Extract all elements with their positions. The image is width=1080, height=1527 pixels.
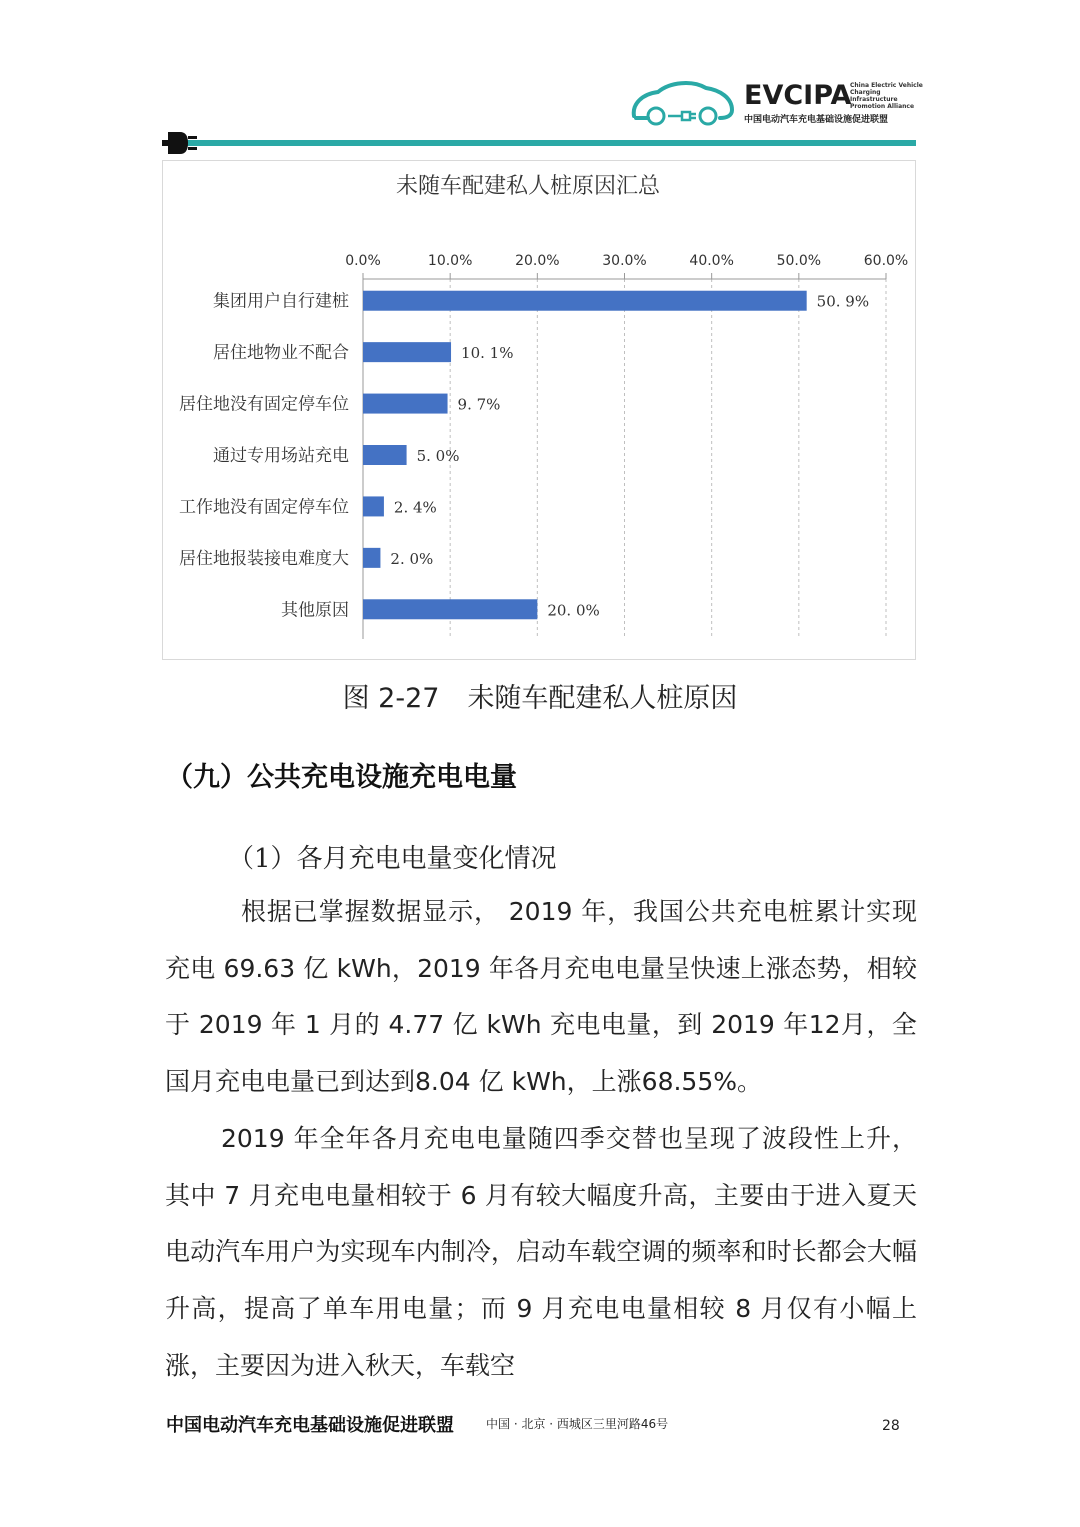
- data-label: 5. 0%: [416, 447, 460, 465]
- plug-icon: [158, 128, 198, 158]
- footer-address: 中国 · 北京 · 西城区三里河路46号: [486, 1417, 669, 1431]
- category-label: 集团用户自行建桩: [213, 291, 349, 312]
- category-label: 居住地报装接电难度大: [179, 548, 349, 569]
- tick-label: 30.0%: [602, 253, 647, 269]
- category-label: 居住地没有固定停车位: [179, 394, 349, 415]
- logo-side-text: [850, 82, 930, 110]
- data-label: 50. 9%: [816, 292, 870, 311]
- logo-subtitle: 中国电动汽车充电基础设施促进联盟: [744, 115, 889, 125]
- sub-heading: （1）各月充电电量变化情况: [228, 844, 557, 874]
- chart-canvas: [163, 161, 917, 661]
- tick-label: 20.0%: [515, 253, 560, 269]
- logo-wordmark: EVCIPA: [744, 80, 852, 111]
- bar: [363, 445, 407, 465]
- data-label: 2. 4%: [393, 498, 437, 517]
- paragraph-1: 根据已掌握数据显示， 2019 年，我国公共充电桩累计实现充电 69.63 亿 kWh，2019 年各月充电电量呈快速上涨态势，相较于 2019 年 1 月的 4.77 亿 kWh 充电电量，到 2019 年12月，全国月充电电量已到达到8.04 亿 kWh，上涨68.55%。: [165, 897, 917, 1097]
- category-label: 居住地物业不配合: [213, 343, 349, 364]
- page-header: [0, 0, 1080, 165]
- footer-organization: 中国电动汽车充电基础设施促进联盟: [166, 1415, 454, 1436]
- ev-car-logo-icon: [628, 76, 738, 130]
- figure-caption: [0, 676, 1080, 715]
- paragraph-2: 2019 年全年各月充电电量随四季交替也呈现了波段性上升，其中 7 月充电电量相较于 6 月有较大幅度升高，主要由于进入夏天电动汽车用户为实现车内制冷，启动车载空调的频率和时长都会大幅升高，提高了单车用电量；而 9 月充电电量相较 8 月仅有小幅上涨，主要因为进入秋天，车载空: [165, 1124, 918, 1380]
- logo-side-line: Charging Infrastructure: [850, 89, 898, 103]
- bar: [363, 342, 451, 362]
- data-label: 2. 0%: [390, 549, 434, 568]
- section-heading: （九）公共充电设施充电电量: [166, 762, 517, 793]
- tick-label: 10.0%: [427, 253, 473, 269]
- bar: [363, 291, 807, 311]
- category-label: 其他原因: [281, 600, 349, 621]
- data-label: 10. 1%: [461, 344, 514, 363]
- data-label: 9. 7%: [457, 395, 501, 414]
- tick-label: 60.0%: [863, 253, 909, 269]
- page-number: 28: [882, 1418, 900, 1434]
- category-label: 通过专用场站充电: [213, 446, 349, 466]
- header-divider: [162, 140, 916, 146]
- bar: [363, 394, 448, 414]
- bar: [363, 496, 384, 516]
- logo-text-group: [744, 80, 923, 125]
- logo-side-line: Promotion Alliance: [850, 103, 915, 110]
- tick-label: 40.0%: [689, 253, 734, 269]
- category-label: 工作地没有固定停车位: [179, 497, 349, 518]
- figure-number: 图 2-27: [342, 683, 440, 714]
- bar: [363, 599, 537, 619]
- tick-label: 0.0%: [345, 253, 381, 269]
- bar-chart: [162, 160, 916, 660]
- chart-title: 未随车配建私人桩原因汇总: [395, 174, 661, 199]
- bar: [363, 548, 380, 568]
- logo-side-line: China Electric Vehicle: [850, 82, 923, 89]
- data-label: 20. 0%: [547, 601, 600, 620]
- tick-label: 50.0%: [776, 253, 822, 269]
- figure-title: 未随车配建私人桩原因: [467, 683, 738, 714]
